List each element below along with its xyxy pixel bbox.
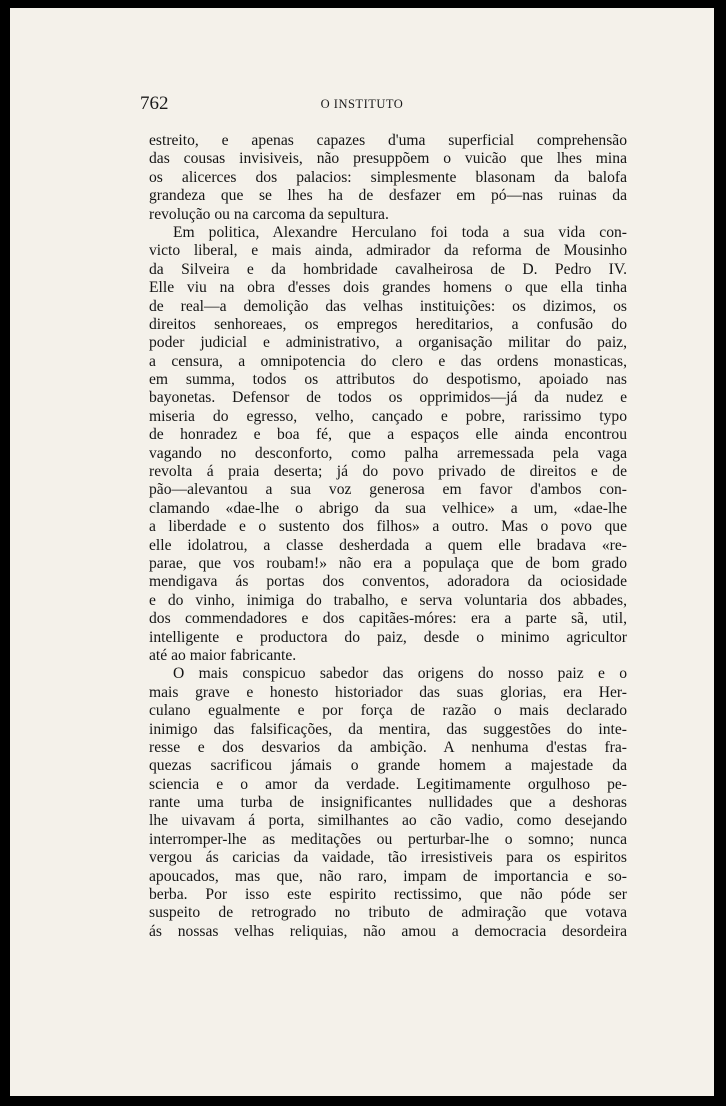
text-line: mais grave e honesto historiador das suas glorias, era Her-	[149, 683, 627, 701]
text-line: grandeza que se lhes ha de desfazer em pó—nas ruinas da	[149, 187, 627, 205]
text-line: a liberdade e o sustento dos filhos» a outro. Mas o povo que	[149, 518, 627, 536]
text-line: sciencia e o amor da verdade. Legitimamente orgulhoso pe-	[149, 775, 627, 793]
text-line: miseria do egresso, velho, cançado e pobre, rarissimo typo	[149, 407, 627, 425]
text-line: os alicerces dos palacios: simplesmente blasonam da balofa	[149, 168, 627, 186]
text-line: mendigava ás portas dos conventos, adoradora da ociosidade	[149, 573, 627, 591]
text-line: até ao maior fabricante.	[149, 646, 297, 664]
text-line: resse e dos desvarios da ambição. A nenhuma d'estas fra-	[149, 738, 627, 756]
text-line: berba. Por isso este espirito rectissimo, que não póde ser	[149, 886, 627, 904]
text-line: e do vinho, inimiga do trabalho, e serva voluntaria dos abbades,	[149, 591, 627, 609]
text-line: victo liberal, e mais ainda, admirador da reforma de Mousinho	[149, 242, 627, 260]
text-line: da Silveira e da hombridade cavalheirosa de D. Pedro IV.	[149, 260, 627, 278]
text-line: bayonetas. Defensor de todos os opprimidos—já da nudez e	[149, 389, 627, 407]
text-line: vergou ás caricias da vaidade, tão irresistiveis para os espiritos	[149, 849, 627, 867]
page-number: 762	[140, 93, 169, 114]
text-line: estreito, e apenas capazes d'uma superficial comprehensão	[149, 132, 627, 149]
text-line: lhe uivavam á porta, similhantes ao cão vadio, como desejando	[149, 812, 627, 830]
text-line: pão—alevantou a sua voz generosa em favor d'ambos con-	[149, 481, 627, 499]
text-line: O mais conspicuo sabedor das origens do nosso paiz e o	[173, 665, 627, 683]
text-line: Em politica, Alexandre Herculano foi toda a sua vida con-	[173, 223, 627, 241]
text-line: direitos senhoreaes, os empregos hereditarios, a confusão do	[149, 315, 627, 333]
text-line: suspeito de retrogrado no tributo de admiração que votava	[149, 904, 627, 922]
text-line: rante uma turba de insignificantes nullidades que a deshoras	[149, 794, 627, 812]
text-line: intelligente e productora do paiz, desde o minimo agricultor	[149, 628, 627, 646]
text-line: culano egualmente e por força de razão o mais declarado	[149, 702, 627, 720]
text-line: de real—a demolição das velhas instituições: os dizimos, os	[149, 297, 627, 315]
body-text	[149, 132, 627, 941]
text-line: em summa, todos os attributos do despotismo, apoiado nas	[149, 371, 627, 389]
text-line: parae, que vos roubam!» não era a populaça que de bom grado	[149, 554, 627, 572]
text-line: interromper-lhe as meditações ou perturbar-lhe o somno; nunca	[149, 830, 627, 848]
text-line: apoucados, mas que, não raro, impam de importancia e so-	[149, 867, 627, 885]
text-line: revolução ou na carcoma da sepultura.	[149, 205, 389, 223]
text-line: revolta á praia deserta; já do povo privado de direitos e de	[149, 463, 627, 481]
text-line: das cousas invisiveis, não presuppõem o vuicão que lhes mina	[149, 150, 627, 168]
text-line: clamando «dae-lhe o abrigo da sua velhice» a um, «dae-lhe	[149, 499, 627, 517]
text-line: ás nossas velhas reliquias, não amou a democracia desordeira	[149, 922, 627, 940]
text-line: dos commendadores e dos capitães-móres: era a parte sã, util,	[149, 610, 627, 628]
text-line: Elle viu na obra d'esses dois grandes homens o que ella tinha	[149, 279, 627, 297]
text-line: de honradez e boa fé, que a espaços elle ainda encontrou	[149, 426, 627, 444]
book-page	[10, 8, 714, 1096]
text-line: vagando no desconforto, como palha arremessada pela vaga	[149, 444, 627, 462]
running-title: O INSTITUTO	[320, 97, 404, 111]
text-line: elle idolatrou, a classe desherdada a quem elle bradava «re-	[149, 536, 627, 554]
text-line: a censura, a omnipotencia do clero e das ordens monasticas,	[149, 352, 627, 370]
text-line: poder judicial e administrativo, a organisação militar do paiz,	[149, 334, 627, 352]
text-line: quezas sacrificou jámais o grande homem a majestade da	[149, 757, 627, 775]
page-header	[10, 92, 714, 116]
text-line: inimigo das falsificações, da mentira, das suggestões do inte-	[149, 720, 627, 738]
